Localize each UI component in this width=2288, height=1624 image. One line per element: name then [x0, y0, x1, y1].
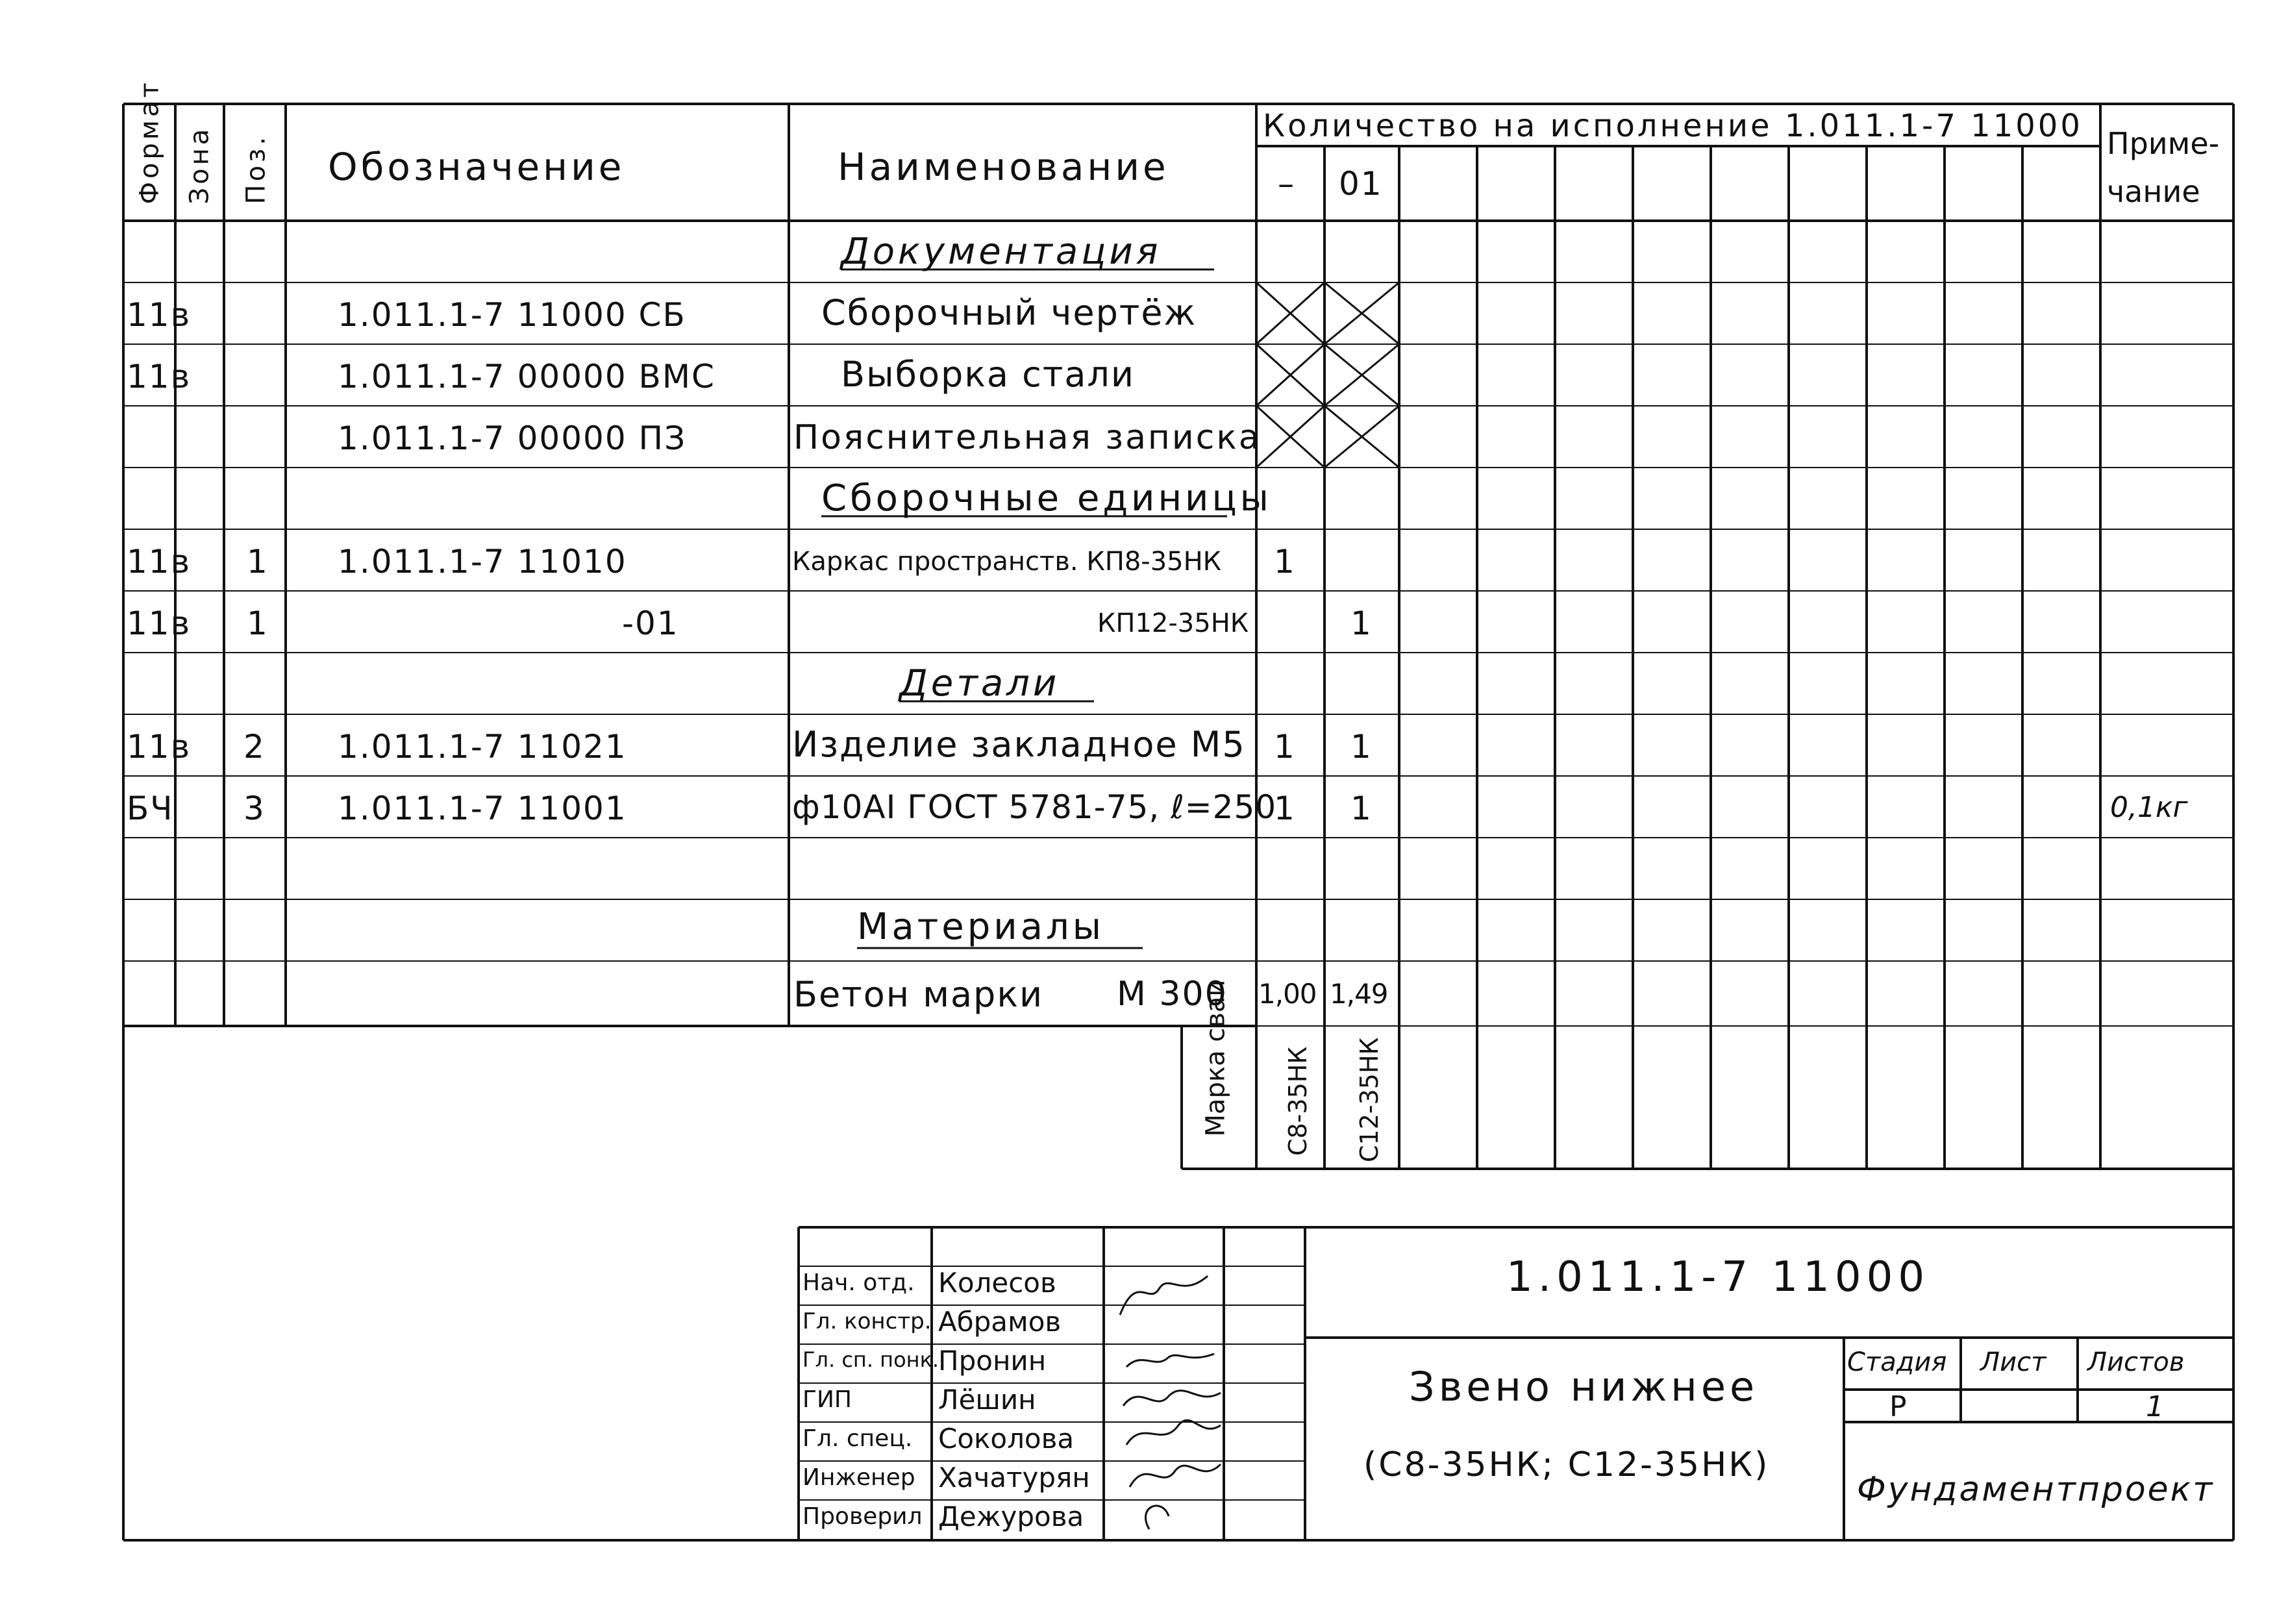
crossed-cells: [1256, 282, 1399, 468]
pile-mark-c12: С12-35НК: [1355, 1037, 1384, 1162]
signature-role: Нач. отд.: [802, 1269, 915, 1296]
section-materials: Материалы: [857, 906, 1104, 948]
row-name: Пояснительная записка: [793, 418, 1262, 457]
row-pos: 3: [243, 790, 266, 827]
stage-label: Стадия: [1847, 1347, 1947, 1377]
row-format: БЧ: [127, 790, 174, 827]
row-designation: -01: [622, 605, 679, 642]
section-assembly-units: Сборочные единицы: [821, 477, 1272, 519]
row-designation: 1.011.1-7 11001: [338, 790, 627, 827]
row-format: 11в: [127, 728, 192, 766]
row-qty-1: 1,00: [1258, 978, 1317, 1010]
row-designation: 1.011.1-7 00000 ВМС: [338, 358, 715, 395]
header-zone: Зона: [184, 125, 215, 205]
header-format: Формат: [134, 79, 165, 205]
row-designation: 1.011.1-7 11010: [338, 543, 627, 581]
organization: Фундаментпроект: [1857, 1470, 2215, 1509]
signature-name: Хачатурян: [938, 1462, 1090, 1493]
row-name: Бетон марки: [793, 974, 1044, 1015]
header-variant-01: 01: [1339, 165, 1383, 203]
row-pos: 1: [247, 605, 269, 642]
header-designation: Обозначение: [328, 145, 625, 189]
section-details: Детали: [899, 662, 1060, 705]
row-designation: 1.011.1-7 11000 СБ: [338, 296, 686, 334]
row-qty-1: 1: [1274, 728, 1296, 766]
row-name: ф10АI ГОСТ 5781-75, ℓ=250: [792, 788, 1277, 826]
row-qty-1: 1: [1274, 543, 1296, 581]
signature-name: Абрамов: [938, 1306, 1062, 1338]
row-pos: 1: [247, 543, 269, 581]
section-documentation: Документация: [841, 231, 1162, 273]
signature-name: Лёшин: [938, 1384, 1036, 1416]
sheets-label: Листов: [2087, 1347, 2185, 1377]
signature-role: Гл. сп. понк.: [802, 1347, 939, 1372]
row-qty-1: 1: [1274, 790, 1296, 827]
sheet-label: Лист: [1980, 1347, 2046, 1377]
row-name: Выборка стали: [841, 354, 1136, 395]
signature-name: Пронин: [938, 1345, 1047, 1377]
signature-scribbles: [1120, 1276, 1221, 1529]
signature-name: Соколова: [938, 1423, 1075, 1455]
header-pos: Поз.: [241, 133, 271, 205]
signature-name: Дежурова: [938, 1501, 1084, 1532]
row-qty-2: 1,49: [1330, 978, 1388, 1010]
row-name: Изделие закладное М5: [792, 724, 1246, 765]
row-name: Сборочный чертёж: [821, 292, 1197, 333]
title-line-2: (С8-35НК; С12-35НК): [1363, 1445, 1770, 1484]
signature-role: Проверил: [802, 1503, 923, 1530]
row-note: 0,1кг: [2110, 791, 2188, 824]
row-name: Каркас пространств. КП8-35НК: [792, 547, 1222, 577]
signature-role: Гл. констр.: [802, 1308, 932, 1334]
stage-value: Р: [1889, 1390, 1907, 1423]
row-name: КП12-35НК: [1097, 608, 1249, 638]
signature-role: Инженер: [802, 1464, 915, 1491]
row-qty-2: 1: [1350, 605, 1373, 642]
header-quantity-title: Количество на исполнение 1.011.1-7 11000: [1263, 108, 2083, 144]
row-format: 11в: [127, 543, 192, 581]
row-format: 11в: [127, 358, 192, 395]
signature-name: Колесов: [938, 1267, 1056, 1299]
title-line-1: Звено нижнее: [1409, 1363, 1759, 1410]
row-designation: 1.011.1-7 11021: [338, 728, 627, 766]
row-format: 11в: [127, 605, 192, 642]
row-qty-2: 1: [1350, 728, 1373, 766]
pile-mark-label: Марка сваи: [1200, 979, 1231, 1137]
header-name: Наименование: [838, 145, 1169, 189]
signature-role: Гл. спец.: [802, 1425, 913, 1452]
row-format: 11в: [127, 296, 192, 334]
doc-number: 1.011.1-7 11000: [1506, 1253, 1930, 1301]
header-variant-dash: –: [1278, 165, 1295, 203]
row-designation: 1.011.1-7 00000 ПЗ: [338, 419, 687, 457]
row-grade: М 300: [1117, 975, 1228, 1014]
sheets-value: 1: [2146, 1390, 2164, 1423]
header-note: Приме- чание: [2107, 126, 2220, 209]
pile-mark-c8: С8-35НК: [1284, 1046, 1312, 1156]
row-pos: 2: [243, 728, 266, 766]
signature-role: ГИП: [802, 1386, 852, 1413]
row-qty-2: 1: [1350, 790, 1373, 827]
